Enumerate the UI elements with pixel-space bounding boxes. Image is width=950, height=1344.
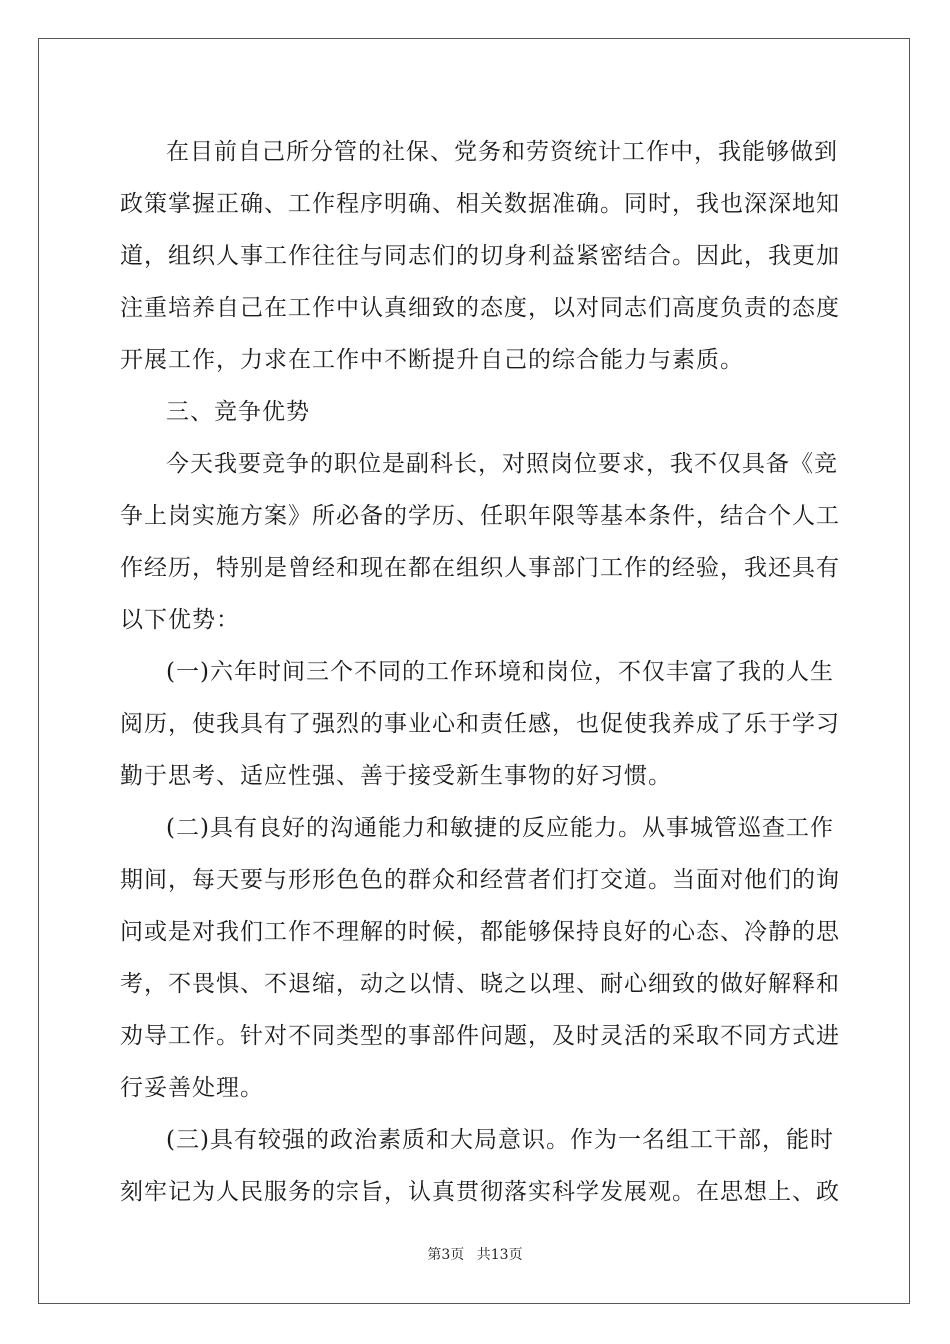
text-line: 考，不畏惧、不退缩，动之以情、晓之以理、耐心细致的做好解释和 <box>120 971 840 997</box>
text-line: 作经历，特别是曾经和现在都在组织人事部门工作的经验，我还具有 <box>120 555 840 581</box>
text-line: 开展工作，力求在工作中不断提升自己的综合能力与素质。 <box>120 347 744 373</box>
text-line: (三)具有较强的政治素质和大局意识。作为一名组工干部，能时 <box>166 1127 834 1153</box>
text-line: 以下优势： <box>120 607 240 633</box>
text-line: 道，组织人事工作往往与同志们的切身利益紧密结合。因此，我更加 <box>120 243 840 269</box>
text-line: 在目前自己所分管的社保、党务和劳资统计工作中，我能够做到 <box>166 139 838 165</box>
paragraph <box>120 646 840 802</box>
text-line: 劝导工作。针对不同类型的事部件问题，及时灵活的采取不同方式进 <box>120 1023 840 1049</box>
paragraph <box>120 438 840 646</box>
text-line: 期间，每天要与形形色色的群众和经营者们打交道。当面对他们的询 <box>120 867 840 893</box>
text-line: 今天我要竞争的职位是副科长，对照岗位要求，我不仅具备《竞 <box>166 451 838 477</box>
text-line: 争上岗实施方案》所必备的学历、任职年限等基本条件，结合个人工 <box>120 503 840 529</box>
text-line: 问或是对我们工作不理解的时候，都能够保持良好的心态、冷静的思 <box>120 919 840 945</box>
text-line: 阅历，使我具有了强烈的事业心和责任感，也促使我养成了乐于学习 <box>120 711 840 737</box>
text-line: 刻牢记为人民服务的宗旨，认真贯彻落实科学发展观。在思想上、政 <box>120 1179 840 1205</box>
section-heading <box>120 386 832 438</box>
paragraph <box>120 1114 840 1218</box>
text-line: (一)六年时间三个不同的工作环境和岗位，不仅丰富了我的人生 <box>166 659 834 685</box>
page-footer <box>0 1244 950 1264</box>
text-line: 勤于思考、适应性强、善于接受新生事物的好习惯。 <box>120 763 672 789</box>
page-number-current: 第3页 <box>427 1247 465 1263</box>
page-number-total: 共13页 <box>476 1247 523 1263</box>
text-line: 政策掌握正确、工作程序明确、相关数据准确。同时，我也深深地知 <box>120 191 840 217</box>
text-line: 行妥善处理。 <box>120 1075 264 1101</box>
paragraph <box>120 126 840 386</box>
document-body <box>120 126 840 1218</box>
text-line: 注重培养自己在工作中认真细致的态度，以对同志们高度负责的态度 <box>120 295 840 321</box>
text-line: (二)具有良好的沟通能力和敏捷的反应能力。从事城管巡查工作 <box>166 815 834 841</box>
heading-text: 三、竞争优势 <box>166 399 310 425</box>
paragraph <box>120 802 840 1114</box>
